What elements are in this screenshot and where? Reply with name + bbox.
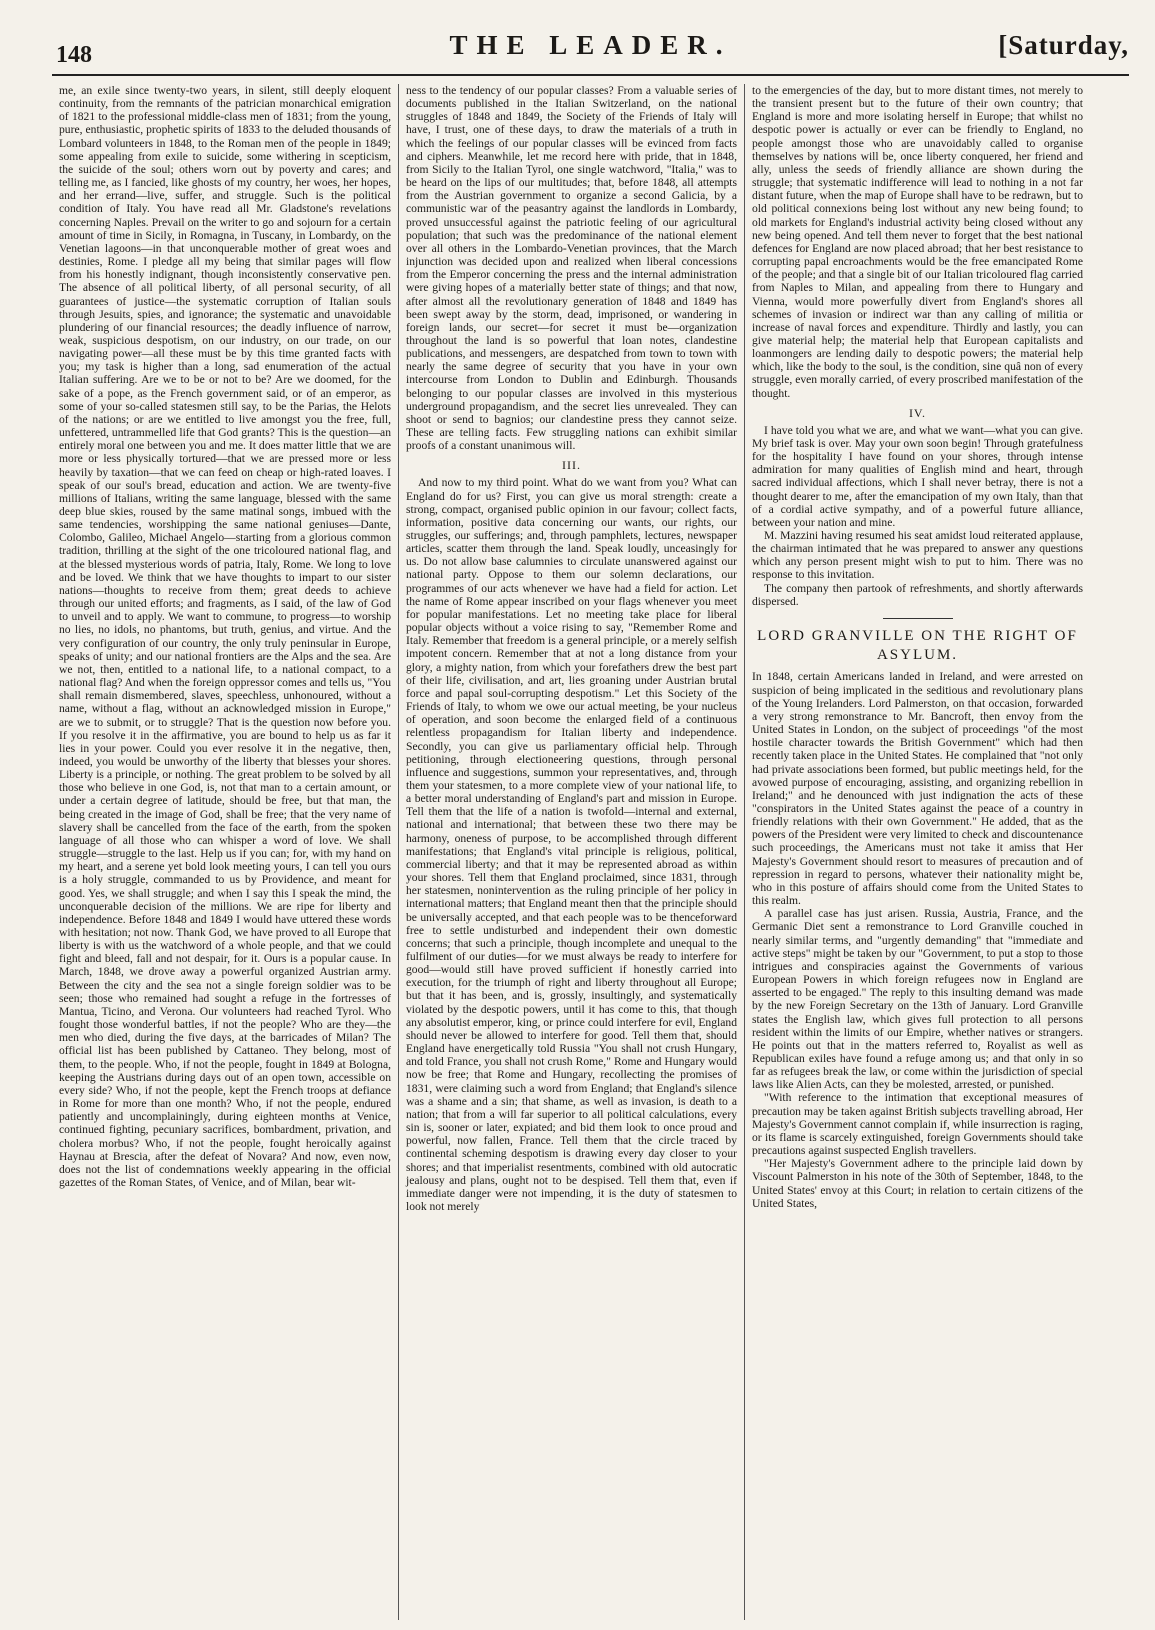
section-numeral: III. <box>562 458 581 473</box>
column-3 <box>744 84 1090 1620</box>
paragraph: "With reference to the intimation that exceptional measures of precaution may be taken against British subjects travelling abroad, Her Majesty's Government cannot complain if, while insurrection is raging, or its flame is scarcely extinguished, foreign Governments should take precautions against suspected English travellers. <box>752 1091 1083 1158</box>
issue-day: [Saturday, <box>998 30 1129 60</box>
header-rule <box>52 74 1129 76</box>
paragraph: to the emergencies of the day, but to more distant times, not merely to the transient present but to the future of their own country; that England is more and more isolating herself in Europe; that whilst no despotic power is actually or ever can be friendly to England, no people amongst those who are unavoidably called to organise themselves by nations will be, once liberty conquered, her friend and ally, unless the seeds of friendly alliance are shown during the struggle; that systematic indifference will lead to nothing in a not far distant future, when the map of Europe shall have to be redrawn, but to old political connexions being lost without any new being found; to old markets for England's industrial activity being closed without any new being opened. And tell them never to forget that the best national defences for England are now placed abroad; that her best resistance to corrupting papal encroachments would be the free emancipated Rome of the people; and that a single bit of our Italian tricoloured flag carried from Naples to Milan, and appealing from there to Hungary and Vienna, would more powerfully divert from England's shores all schemes of invasion or indirect war than any calling of militia or increase of naval forces and expenditure. Thirdly and lastly, you can give material help; the material help that European capitalists and loanmongers are lending daily to despotic powers; the material help which, like the body to the soul, is the condition, sine quâ non of every struggle, even morally carried, of every proscribed manifestation of the thought. <box>752 84 1083 400</box>
article-title: LORD GRANVILLE ON THE RIGHT OF ASYLUM. <box>757 627 1078 663</box>
page-number: 148 <box>56 42 92 68</box>
article-divider <box>883 618 953 619</box>
paragraph: I have told you what we are, and what we want—what you can give. My brief task is over. May your own soon begin! Through gratefulness for the hospitality I have found on your shores, through intense admiration for many qualities of English mind and heart, through sacred individual affections, which I shall never betray, there is not a thought dearer to me, after the emancipation of my own Italy, than that of a cordial active sympathy, and of a powerful future alliance, between your nation and mine. <box>752 423 1083 529</box>
paragraph: In 1848, certain Americans landed in Ireland, and were arrested on suspicion of being implicated in the seditious and revolutionary plans of the Young Irelanders. Lord Palmerston, on that occasion, forwarded a very strong remonstrance to Mr. Bancroft, then envoy from the United States in London, on the subject of proceedings "of the most hostile character towards the British Government" which had then recently taken place in the United States. He complained that "not only had private associations been formed, but public meetings held, for the avowed purpose of encouraging, assisting, and organizing rebellion in Ireland;" and he denounced with just indignation the acts of these "conspirators in the United States against the peace of a country in friendly relations with their own Government." He added, that as the powers of the President were very limited to check and discountenance such proceedings, the Americans must not take it amiss that Her Majesty's Government should resort to measures of precaution and of repression in regard to persons, whatever their nationality might be, who in this posture of affairs should come from the United States to this realm. <box>752 670 1083 908</box>
paragraph: M. Mazzini having resumed his seat amidst loud reiterated applause, the chairman intimated that he was prepared to answer any questions which any person present might wish to put to him. There was no response to this invitation. <box>752 529 1083 582</box>
section-numeral: IV. <box>908 405 927 420</box>
masthead <box>52 0 1129 84</box>
column-1 <box>52 84 398 1620</box>
columns <box>52 84 1129 1620</box>
paragraph: The company then partook of refreshments, and shortly afterwards dispersed. <box>752 581 1083 608</box>
paragraph: me, an exile since twenty-two years, in silent, still deeply eloquent continuity, from the remnants of the patrician monarchical emigration of 1821 to the professional middle-class men of 1831; from the young, pure, enthusiastic, prophetic spirits of 1833 to the deluded thousands of Lombard volunteers in 1848, to the Roman men of the people in 1849; some appealing from exile to suicide, some withering in scepticism, the suicide of the soul; others worn out by poverty and cares; and telling me, as I fancied, like ghosts of my country, her woes, her hopes, and her errand—live, suffer, and struggle. Such is the political condition of Italy. You have read all Mr. Gladstone's revelations concerning Naples. Prevail on the writer to go and sojourn for a certain amount of time in Sicily, in Romagna, in Tuscany, in Lombardy, on the Venetian lagoons—in that unconquerable mother of great woes and destinies, Rome. I pledge all my being that similar pages will flow from his honestly indignant, though inconsistently conservative pen. The absence of all political liberty, of all personal security, of all guarantees of justice—the systematic corruption of Italian souls through Jesuits, spies, and ignorance; the systematic and unavoidable plundering of our financial resources; the deadly influence of narrow, weak, suspicious despotism, on our industry, on our trade, on our navigating power—all these must be by this time granted facts with you; my task is higher than a long, sad enumeration of the actual Italian suffering. Are we to be or not to be? Are we doomed, for the sake of a pope, as the French government said, or of an emperor, as some of your so-called statesmen still say, to be the Parias, the Helots of the nations; or are we entitled to live amongst you the free, full, unfettered, untrammelled life that God grants? This is the question—an entirely moral one between you and me. It does matter little that we are more or less physically tortured—that we are pressed more or less heavily by taxation—that we can feed on cheap or high-rated loaves. I speak of our soul's bread, education and action. We are twenty-five millions of Italians, writing the same language, blessed with the same deep blue skies, roused by the same matinal songs, imbued with the same tendencies, worshipping the same national geniuses—Dante, Colombo, Galileo, Michael Angelo—starting from a glorious common tradition, thrilling at the sight of the one tricoloured national flag, and at the blessed mysterious words of patria, Italy, Rome. We long to love and be loved. We think that we have thoughts to impart to our sister nations—thoughts to receive from them; great deeds to achieve through our united efforts; and fragments, as I said, of the law of God to unveil and to apply. We want to commune, to progress—to worship no lies, no idols, no phantoms, but truth, genius, and virtue. And the very configuration of our country, the only truly peninsular in Europe, speaks of unity; and our national frontiers are the Alps and the sea. Are we not, then, entitled to a national life, to a national compact, to a national flag? And when the foreign oppressor comes and tells us, "You shall remain dismembered, slaves, speechless, unhonoured, without a name, without a flag, without an acknowledged mission in Europe," are we to submit, or to struggle? That is the question now before you. If you resolve it in the affirmative, you are bound to help us as far it lies in your power. Could you ever resolve it in the negative, then, indeed, you would be unworthy of the liberty that blesses your shores. Liberty is a principle, or nothing. The great problem to be solved by all those who believe in one God, is, not that man to a certain amount, or under a certain degree of latitude, should be free, but that man, the being created in the image of God, shall be free; that the very name of slavery shall be cancelled from the face of the earth, from the spoken language of all those who can whisper a word of love. We shall struggle—struggle to the last. Help us if you can; for, with my hand on my heart, and a serene yet bold look meeting yours, I can tell you ours is a holy struggle, commanded to us by Providence, and meant for good. Yes, we shall struggle; and when I say this I speak the mind, the unconquerable decision of the millions. We are ripe for liberty and independence. Before 1848 and 1849 I would have uttered these words with hesitation; not now. Thank God, we have proved to all Europe that liberty is with us the watchword of a whole people, and that we could fight and bleed, fall and not despair, for it. Ours is a popular cause. In March, 1848, we drove away a powerful organized Austrian army. Between the city and the sea not a single foreign soldier was to be seen; those who remained had sought a refuge in the fortresses of Mantua, Ticino, and Verona. Our volunteers had reached Tyrol. Who fought those wonderful battles, if not the people? Who are they—the men who died, during the five days, at the barricades of Milan? The official list has been published by Cattaneo. They belong, most of them, to the people. Who, if not the people, fought in 1849 at Bologna, keeping the Austrians during days out of an open town, accessible on every side? Who, if not the people, kept the French troops at defiance in Rome for more than one month? Who, if not the people, endured patiently and uncomplainingly, during eighteen months at Venice, continued fighting, pecuniary sacrifices, bombardment, privation, and cholera morbus? Who, if not the people, fought heroically against Haynau at Brescia, after the defeat of Novara? And now, even now, does not the list of condemnations weekly appearing in the official gazettes of the Roman States, of Venice, and of Milan, bear wit- <box>59 84 391 1189</box>
paragraph: "Her Majesty's Government adhere to the principle laid down by Viscount Palmerston in his note of the 30th of September, 1848, to the United States' envoy at this Court; in relation to certain citizens of the United States, <box>752 1157 1083 1210</box>
paragraph: A parallel case has just arisen. Russia, Austria, France, and the Germanic Diet sent a remonstrance to Lord Granville couched in nearly similar terms, and "urgently demanding" that "immediate and active steps" might be taken by our "Government, to put a stop to those intrigues and conspiracies against the Governments of various European Powers in which foreign refugees now in England are asserted to be engaged." The reply to this insulting demand was made by the new Foreign Secretary on the 13th of January. Lord Granville states the English law, which gives full protection to all persons resident within the limits of our Empire, whether natives or strangers. He points out that in the matters referred to, Royalist as well as Republican exiles have found a refuge among us; and that only in so far as refugees break the law, or come within the jurisdiction of special laws like Alien Acts, can they be molested, arrested, or punished. <box>752 907 1083 1092</box>
paragraph: And now to my third point. What do we want from you? What can England do for us? First, you can give us moral strength: create a strong, compact, organised public opinion in our favour; collect facts, information, positive data concerning our wants, our rights, our struggles, our sufferings; and, through pamphlets, lectures, newspaper articles, scatter them through the land. Speak loudly, unceasingly for us. Do not allow base calumnies to circulate unanswered against our national party. Oppose to them our solemn declarations, our programmes of our acts whenever we have had a field for action. Let the name of Rome appear inscribed on your flags whenever you meet for popular manifestations. Let no meeting take place for liberal popular objects without a voice rising to say, "Remember Rome and Italy. Remember that freedom is a general principle, or a merely selfish impotent concern. Remember that at not a long distance from your glory, a mighty nation, from which your forefathers drew the best part of their life, civilisation, and art, lies groaning under Austrian brutal force and papal soul-corrupting despotism." Let this Society of the Friends of Italy, to whom we owe our actual meeting, be your nucleus of operation, and soon become the enlarged field of a continuous relentless propagandism for Italian liberty and independence. Secondly, you can give us parliamentary official help. Through petitioning, through electioneering questions, through personal influence and suggestions, summon your representatives, and, through them your statesmen, to a more complete view of your national life, to a better moral understanding of England's part and mission in Europe. Tell them that the life of a nation is twofold—internal and external, national and international; that between these two there may be harmony, oneness of purpose, to be accomplished through different manifestations; that England's vital principle is religious, political, commercial liberty; and that it may be represented abroad as within your shores. Tell them that England proclaimed, since 1831, through her statesmen, nonintervention as the ruling principle of her policy in international matters; that England meant then that the principle should be universally accepted, and that each people was to be thenceforward free to settle undisturbed and independent their own domestic concerns; that such a principle, though incomplete and unequal to the fulfilment of our duties—for we must always be ready to interfere for good—would still have proved sufficient if honestly carried into execution, for the triumph of right and liberty throughout all Europe; but that it has been, and is, grossly, insultingly, and systematically violated by the despotic powers, until it has come to this, that though any absolutist emperor, king, or prince could interfere for evil, England should never be allowed to interfere for good. Tell them that, should England have energetically told Russia "You shall not crush Hungary, and told France, you shall not crush Rome," Rome and Hungary would now be free; that Rome and Hungary, recollecting the promises of 1831, were claiming such a word from England; that England's silence was a shame and a sin; that shame, as well as invasion, is death to a nation; that from a will far superior to all political calculations, every sin is, sooner or later, expiated; and bid them look to once proud and powerful, now fallen, France. Tell them that the circle traced by continental scheming despotism is drawing every day closer to your shores; and that imperialist resentments, combined with old autocratic jealousy and plans, ought not to be despised. Tell them that, even if immediate danger were not impending, it is the duty of statesmen to look not merely <box>406 476 737 1213</box>
paragraph: ness to the tendency of our popular classes? From a valuable series of documents published in the Italian Switzerland, on the national struggles of 1848 and 1849, the Society of the Friends of Italy will have, I trust, one of these days, to draw the materials of a truth in which the feelings of our popular classes will be evinced from facts and ciphers. Meanwhile, let me record here with pride, that in 1848, from Sicily to the Italian Tyrol, one single watchword, "Italia," was to be heard on the lips of our multitudes; that, before 1848, all attempts from the Austrian government to organize a second Galicia, by a communistic war of the peasantry against the landlords in Lombardy, proved unsuccessful against the patriotic feeling of our agricultural population; that such was the predominance of the national element over all others in the Lombardo-Venetian provinces, that the March injunction was decided upon and realized when liberal concessions from the Emperor concerning the press and the internal administration were giving hopes of a materially better state of things; and that now, after almost all the revolutionary generation of 1848 and 1849 has been swept away by the storm, dead, imprisoned, or wandering in foreign lands, our secret—for secret it must be—organization throughout the land is so powerful that loan notes, clandestine publications, and messengers, are despatched from town to town with nearly the same degree of security that you have in your own intercourse from London to Dublin and Edinburgh. Thousands belonging to our popular classes are involved in this mysterious underground propagandism, and the secret lies unrevealed. They can shoot or send to bagnios; our clandestine press they cannot seize. These are telling facts. Few struggling nations can exhibit similar proofs of a constant unanimous will. <box>406 84 737 453</box>
column-2 <box>398 84 744 1620</box>
newspaper-title: THE LEADER. <box>449 30 732 60</box>
